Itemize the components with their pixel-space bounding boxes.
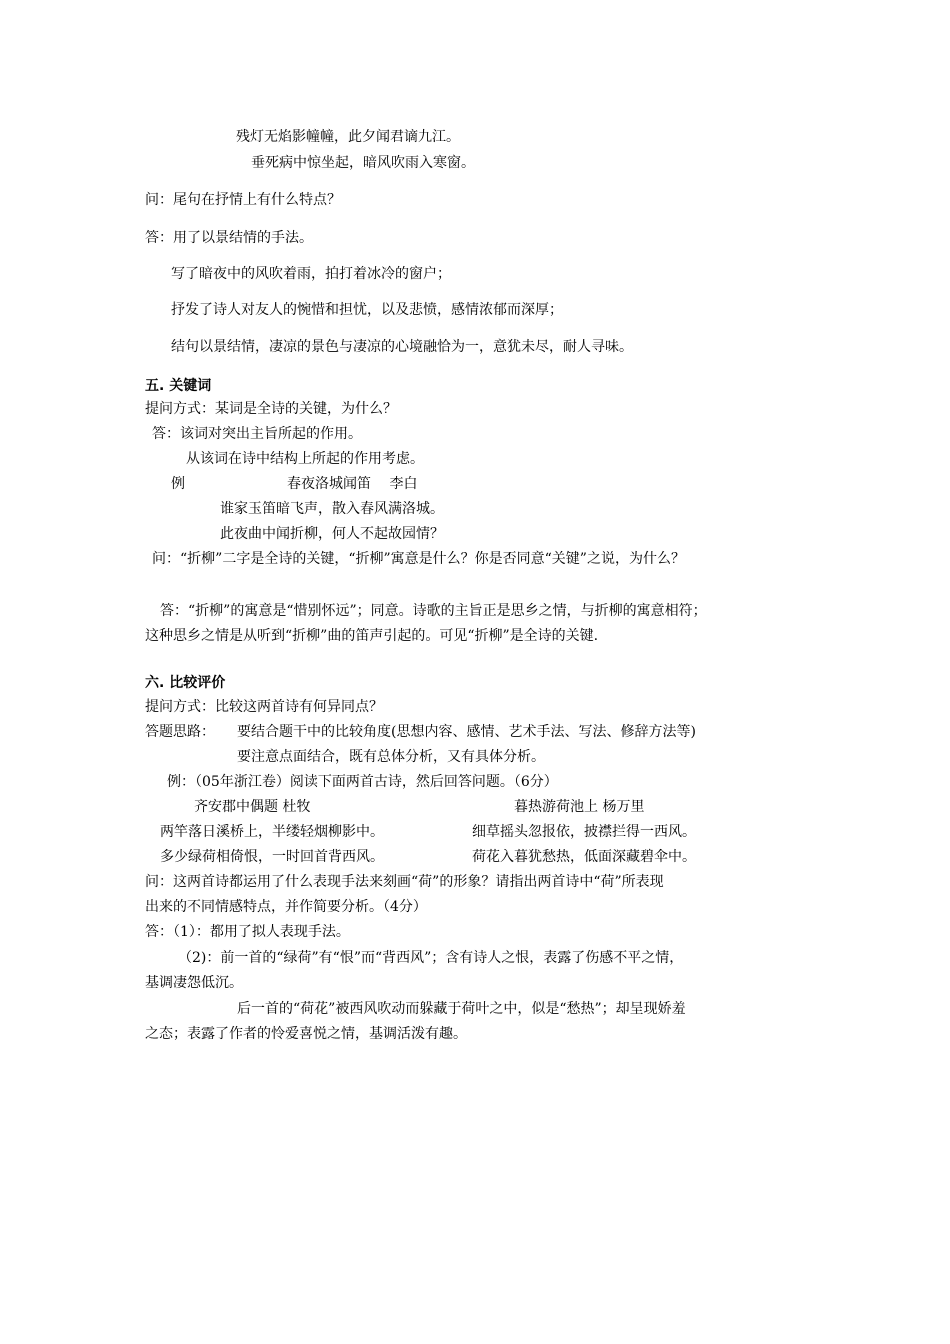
poem-line: 此夜曲中闻折柳，何人不起故园情？ bbox=[220, 526, 444, 542]
poem-title: 春夜洛城闻笛 李白 bbox=[287, 476, 418, 492]
example-label: 例 bbox=[171, 476, 185, 492]
poem-line: 垂死病中惊坐起，暗风吹雨入寒窗。 bbox=[251, 155, 475, 171]
poem-line: 残灯无焰影幢幢，此夕闻君谪九江。 bbox=[236, 129, 460, 145]
approach-text: 要注意点面结合，既有总体分析，又有具体分析。 bbox=[237, 749, 545, 765]
ask-method: 提问方式：某词是全诗的关键，为什么？ bbox=[145, 401, 397, 417]
section-heading: 六. 比较评价 bbox=[145, 675, 226, 691]
poem-line: 谁家玉笛暗飞声，散入春风满洛城。 bbox=[220, 501, 444, 517]
poem-line: 多少绿荷相倚恨，一时回首背西风。 bbox=[160, 849, 384, 865]
poem-title: 齐安郡中偶题 杜牧 bbox=[194, 799, 311, 815]
question-text: 问：“折柳”二字是全诗的关键，“折柳”寓意是什么？你是否同意“关键”之说，为什么？ bbox=[152, 551, 685, 567]
ask-method: 提问方式：比较这两首诗有何异同点？ bbox=[145, 699, 383, 715]
poem-line: 细草摇头忽报依，披襟拦得一西风。 bbox=[472, 824, 696, 840]
answer-text: 之态；表露了作者的怜爱喜悦之情，基调活泼有趣。 bbox=[145, 1026, 467, 1042]
poem-line: 荷花入暮犹愁热，低面深藏碧伞中。 bbox=[472, 849, 696, 865]
answer-text: 答：（1）：都用了拟人表现手法。 bbox=[145, 924, 350, 940]
answer-text: 答：“折柳”的寓意是“惜别怀远”；同意。诗歌的主旨正是思乡之情，与折柳的寓意相符； bbox=[160, 603, 707, 619]
answer-detail: 抒发了诗人对友人的惋惜和担忧，以及悲愤，感情浓郁而深厚； bbox=[171, 302, 563, 318]
answer-detail: 结句以景结情，凄凉的景色与凄凉的心境融恰为一，意犹未尽，耐人寻味。 bbox=[171, 339, 633, 355]
question-text: 问：这两首诗都运用了什么表现手法来刻画“荷”的形象？请指出两首诗中“荷”所表现 bbox=[145, 874, 664, 890]
answer-text: 后一首的“荷花”被西风吹动而躲藏于荷叶之中，似是“愁热”；却呈现娇羞 bbox=[237, 1001, 686, 1017]
answer-text: 基调凄怨低沉。 bbox=[145, 975, 243, 991]
section-heading: 五. 关键词 bbox=[145, 378, 212, 394]
answer-text: （2)：前一首的“绿荷”有“恨”而“背西风”；含有诗人之恨，表露了伤感不平之情， bbox=[178, 950, 684, 966]
answer-text: 答：该词对突出主旨所起的作用。 bbox=[152, 426, 362, 442]
question-text: 出来的不同情感特点，并作简要分析。（4分） bbox=[145, 899, 427, 915]
poem-title: 暮热游荷池上 杨万里 bbox=[514, 799, 645, 815]
answer-text: 这种思乡之情是从听到“折柳”曲的笛声引起的。可见“折柳”是全诗的关键. bbox=[145, 628, 599, 644]
approach-label: 答题思路： bbox=[145, 724, 215, 740]
approach-text: 要结合题干中的比较角度(思想内容、感情、艺术手法、写法、修辞方法等) bbox=[237, 724, 696, 740]
poem-line: 两竿落日溪桥上，半缕轻烟柳影中。 bbox=[160, 824, 384, 840]
answer-text: 答：用了以景结情的手法。 bbox=[145, 230, 313, 246]
example-text: 例：（05年浙江卷）阅读下面两首古诗，然后回答问题。（6分） bbox=[167, 774, 558, 790]
question-text: 问：尾句在抒情上有什么特点？ bbox=[145, 192, 341, 208]
answer-text: 从该词在诗中结构上所起的作用考虑。 bbox=[186, 451, 424, 467]
answer-detail: 写了暗夜中的风吹着雨，拍打着冰冷的窗户； bbox=[171, 266, 451, 282]
